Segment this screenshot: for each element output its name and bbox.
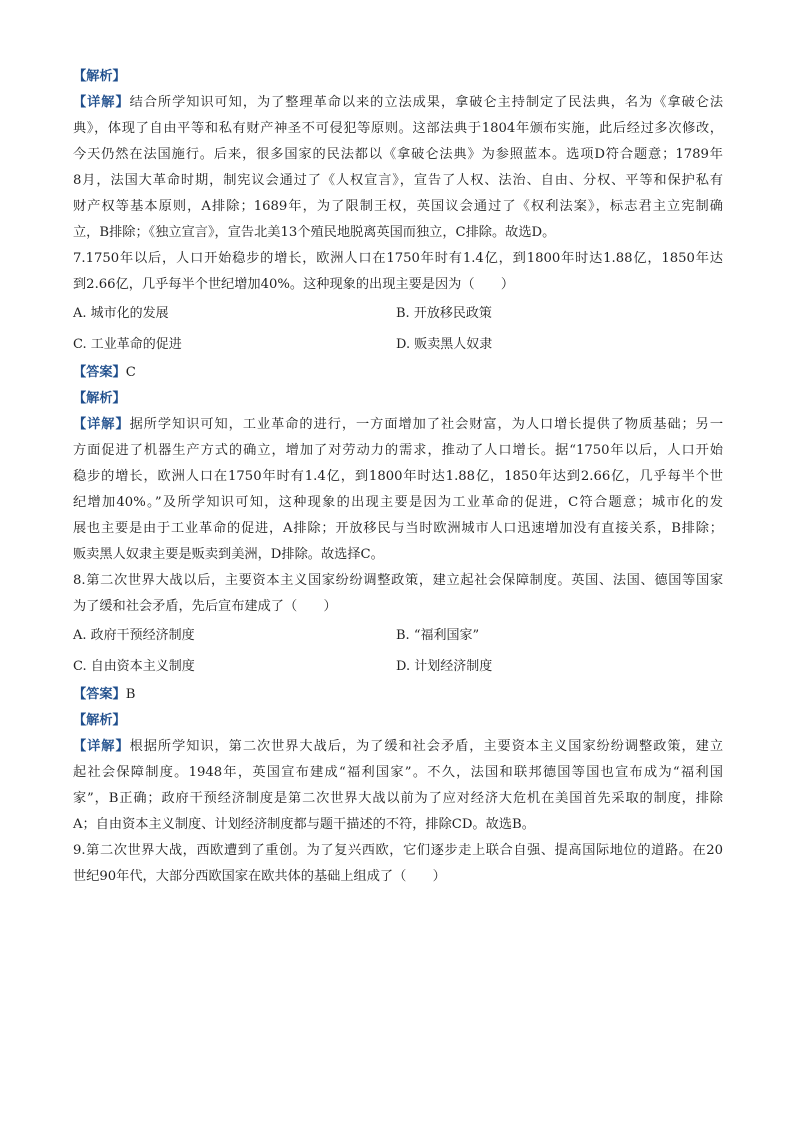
question-line: 为了缓和社会矛盾，先后宣布建成了（ ） (73, 599, 337, 614)
explanation-paragraph (73, 734, 723, 838)
question-stem (73, 568, 723, 620)
paragraph-line (73, 142, 723, 168)
question-line: 8.第二次世界大战以后，主要资本主义国家纷纷调整政策，建立起社会保障制度。英国、法国、德国等国家 (73, 573, 723, 588)
option-item: B. 开放移民政策 (396, 306, 492, 321)
analysis-heading (73, 386, 723, 412)
detail-tag: 【详解】 (73, 417, 130, 432)
paragraph-text: 展也主要是由于工业革命的促进，A排除；开放移民与当时欧洲城市人口迅速增加没有直接关系，B排除； (73, 521, 723, 536)
analysis-heading (73, 64, 723, 90)
option-item: A. 政府干预经济制度 (73, 628, 195, 643)
option-item: B. “福利国家” (396, 628, 480, 643)
paragraph-line (73, 490, 723, 516)
analysis-tag: 【解析】 (73, 69, 126, 84)
answer-line (73, 682, 723, 708)
paragraph-text: 典》，体现了自由平等和私有财产神圣不可侵犯等原则。这部法典于1804年颁布实施，此后经过多次修改， (73, 121, 723, 136)
document-content (73, 64, 723, 890)
paragraph-text: 立，B排除；《独立宣言》，宣告北美13个殖民地脱离英国而独立，C排除。故选D。 (73, 225, 556, 240)
detail-tag: 【详解】 (73, 739, 130, 754)
answer-value: B (125, 687, 136, 702)
option-item: D. 贩卖黑人奴隶 (396, 337, 493, 352)
question-line: 7.1750年以后，人口开始稳步的增长，欧洲人口在1750年时有1.4亿，到1800年时达1.88亿，1850年达 (73, 251, 723, 266)
paragraph-line (73, 90, 723, 116)
option-item: C. 自由资本主义制度 (73, 659, 195, 674)
paragraph-line (73, 542, 723, 568)
paragraph-text: 根据所学知识，第二次世界大战后，为了缓和社会矛盾，主要资本主义国家纷纷调整政策，建立 (129, 739, 723, 754)
answer-tag: 【答案】 (73, 365, 126, 380)
explanation-paragraph (73, 90, 723, 246)
paragraph-line (73, 516, 723, 542)
detail-tag: 【详解】 (73, 95, 130, 110)
explanation-paragraph (73, 412, 723, 568)
paragraph-text: 家”，B正确；政府干预经济制度是第二次世界大战以前为了应对经济大危机在美国首先采取的制度，排除 (73, 791, 723, 806)
paragraph-text: 8月，法国大革命时期，制宪议会通过了《人权宣言》，宣告了人权、法治、自由、分权、平等和保护私有 (73, 173, 723, 188)
option-item: C. 工业革命的促进 (73, 337, 182, 352)
paragraph-line (73, 116, 723, 142)
paragraph-text: 贩卖黑人奴隶主要是贩卖到美洲，D排除。故选择C。 (73, 547, 384, 562)
analysis-tag: 【解析】 (73, 391, 126, 406)
question-line: 9.第二次世界大战，西欧遭到了重创。为了复兴西欧，它们逐步走上联合自强、提高国际地位的道路。在20 (73, 843, 723, 858)
option-list (73, 620, 723, 682)
option-item: A. 城市化的发展 (73, 306, 169, 321)
question-line: 世纪90年代，大部分西欧国家在欧共体的基础上组成了（ ） (73, 869, 446, 884)
paragraph-line (73, 760, 723, 786)
question-stem (73, 838, 723, 890)
answer-value: C (125, 365, 136, 380)
paragraph-text: 纪增加40%。”及所学知识可知，这种现象的出现主要是因为工业革命的促进，C符合题意；城市化的发 (73, 495, 723, 510)
answer-line (73, 360, 723, 386)
question-stem (73, 246, 723, 298)
question-line: 到2.66亿，几乎每半个世纪增加40%。这种现象的出现主要是因为（ ） (73, 277, 515, 292)
paragraph-line (73, 438, 723, 464)
answer-tag: 【答案】 (73, 687, 126, 702)
paragraph-text: 方面促进了机器生产方式的确立，增加了对劳动力的需求，推动了人口增长。据“1750年以后，人口开始 (73, 443, 723, 458)
paragraph-line (73, 734, 723, 760)
paragraph-line (73, 812, 723, 838)
paragraph-line (73, 464, 723, 490)
paragraph-line (73, 194, 723, 220)
option-list (73, 298, 723, 360)
paragraph-text: A；自由资本主义制度、计划经济制度都与题干描述的不符，排除CD。故选B。 (73, 817, 535, 832)
paragraph-text: 财产权等基本原则，A排除；1689年，为了限制王权，英国议会通过了《权利法案》，标志君主立宪制确 (73, 199, 723, 214)
paragraph-line (73, 786, 723, 812)
analysis-heading (73, 708, 723, 734)
paragraph-text: 今天仍然在法国施行。后来，很多国家的民法都以《拿破仑法典》为参照蓝本。选项D符合题意；1789年 (73, 147, 723, 162)
paragraph-line (73, 168, 723, 194)
paragraph-line (73, 412, 723, 438)
paragraph-text: 稳步的增长，欧洲人口在1750年时有1.4亿，到1800年时达1.88亿，1850年达到2.66亿，几乎每半个世 (73, 469, 723, 484)
paragraph-text: 据所学知识可知，工业革命的进行，一方面增加了社会财富，为人口增长提供了物质基础；另一 (129, 417, 723, 432)
analysis-tag: 【解析】 (73, 713, 126, 728)
paragraph-text: 起社会保障制度。1948年，英国宣布建成“福利国家”。不久，法国和联邦德国等国也宣布成为“福利国 (73, 765, 723, 780)
option-item: D. 计划经济制度 (396, 659, 493, 674)
paragraph-line (73, 220, 723, 246)
paragraph-text: 结合所学知识可知，为了整理革命以来的立法成果，拿破仑主持制定了民法典，名为《拿破仑法 (129, 95, 723, 110)
